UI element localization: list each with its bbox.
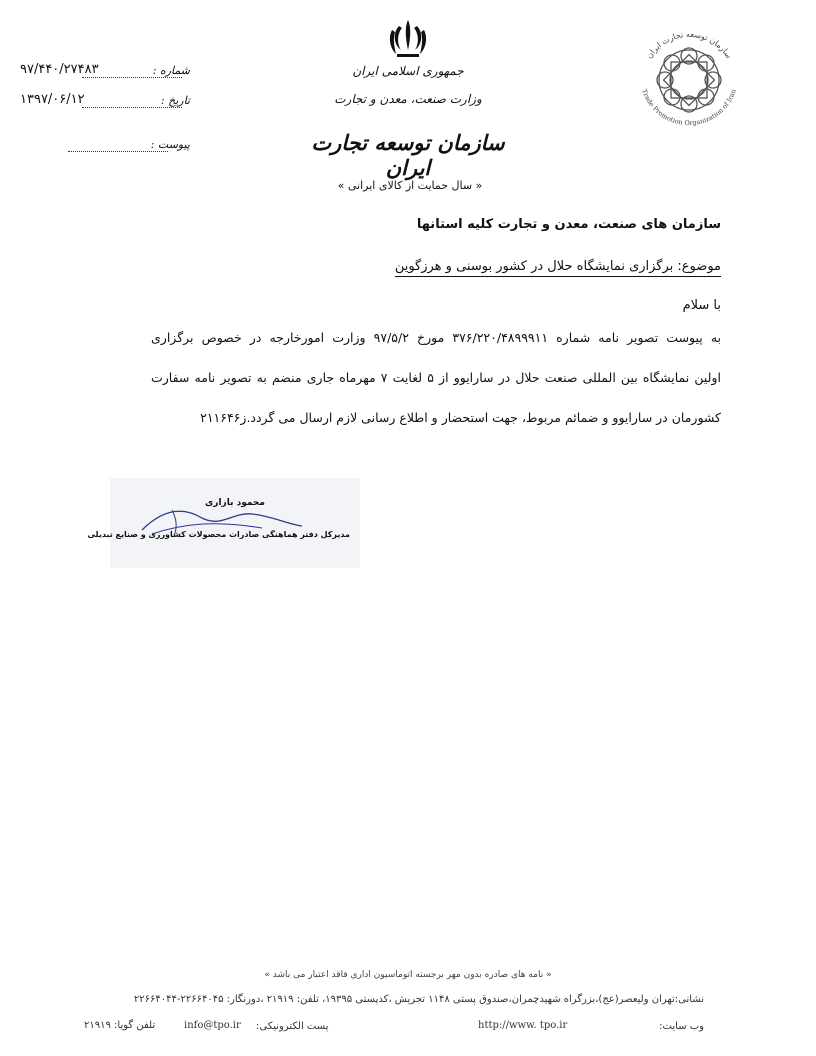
letter-date-dots: [82, 107, 182, 108]
footer-email-label: پست الکترونیکی:: [256, 1021, 329, 1032]
iran-emblem-icon: [385, 16, 431, 62]
header-organization: سازمان توسعه تجارت ایران: [311, 130, 505, 180]
logo-arc-text-fa: سازمان توسعه تجارت ایران: [644, 29, 734, 61]
year-slogan: « سال حمایت از کالای ایرانی »: [337, 179, 483, 192]
tpo-logo-icon: [626, 22, 752, 128]
subject-line: موضوع: برگزاری نمایشگاه حلال در کشور بوسنی و هرزگوین: [395, 259, 721, 277]
letter-date-field: [20, 92, 190, 114]
letter-date-value: ۱۳۹۷/۰۶/۱۲: [20, 92, 85, 107]
signatory-title: مدیرکل دفتر هماهنگی صادرات محصولات کشاورزی و صنایع تبدیلی: [87, 530, 350, 539]
letter-number-dots: [82, 77, 182, 78]
header-ministry: وزارت صنعت، معدن و تجارت: [334, 92, 482, 106]
logo-arc-text-en: Trade Promotion Organization of Iran: [640, 88, 738, 128]
recipient-line: سازمان های صنعت، معدن و تجارت کلیه استانها: [416, 217, 721, 232]
header-country: جمهوری اسلامی ایران: [352, 64, 464, 78]
footer-email-link[interactable]: info@tpo.ir: [184, 1020, 241, 1031]
letter-number-label: شماره :: [152, 64, 190, 77]
letter-attachment-label: پیوست :: [150, 138, 190, 151]
body-line-2: اولین نمایشگاه بین المللی صنعت حلال در سارایوو از ۵ لغایت ۷ مهرماه جاری منضم به تصویر نامه سفارت: [151, 370, 721, 385]
footer-validity-note: « نامه های صادره بدون مهر برجسته اتوماسیون اداری فاقد اعتبار می باشد »: [264, 970, 552, 980]
body-line-3: کشورمان در سارایوو و ضمائم مربوط، جهت استحضار و اطلاع رسانی لازم ارسال می گردد.ز۲۱۱۶۴۶: [200, 410, 721, 425]
letter-date-label: تاریخ :: [160, 94, 190, 107]
footer-address: نشانی:تهران ولیعصر(عج)،بزرگراه شهیدچمران،صندوق پستی ۱۱۴۸ تجریش ،کدپستی ۱۹۳۹۵، تلفن: ۲۱۹۱۹ ،دورنگار: ۲۲۶۶۴۰۴۵-۲۲۶۶۴۰۴۴: [133, 994, 704, 1005]
letter-number-value: ۹۷/۴۴۰/۲۷۴۸۳: [20, 62, 99, 77]
signatory-name: محمود بازاری: [205, 498, 265, 508]
footer-website-label: وب سایت:: [659, 1021, 704, 1032]
letter-number-field: [20, 62, 190, 84]
footer-website-link[interactable]: http://www. tpo.ir: [478, 1020, 568, 1031]
letter-attachment-field: [20, 136, 190, 158]
body-line-1: به پیوست تصویر نامه شماره ۳۷۶/۲۲۰/۴۸۹۹۹۱۱ مورخ ۹۷/۵/۲ وزارت امورخارجه در خصوص برگزاری: [151, 330, 722, 345]
letter-attachment-dots: [68, 151, 168, 152]
salutation: با سلام: [682, 298, 721, 313]
footer-phone: تلفن گویا: ۲۱۹۱۹: [84, 1020, 156, 1031]
